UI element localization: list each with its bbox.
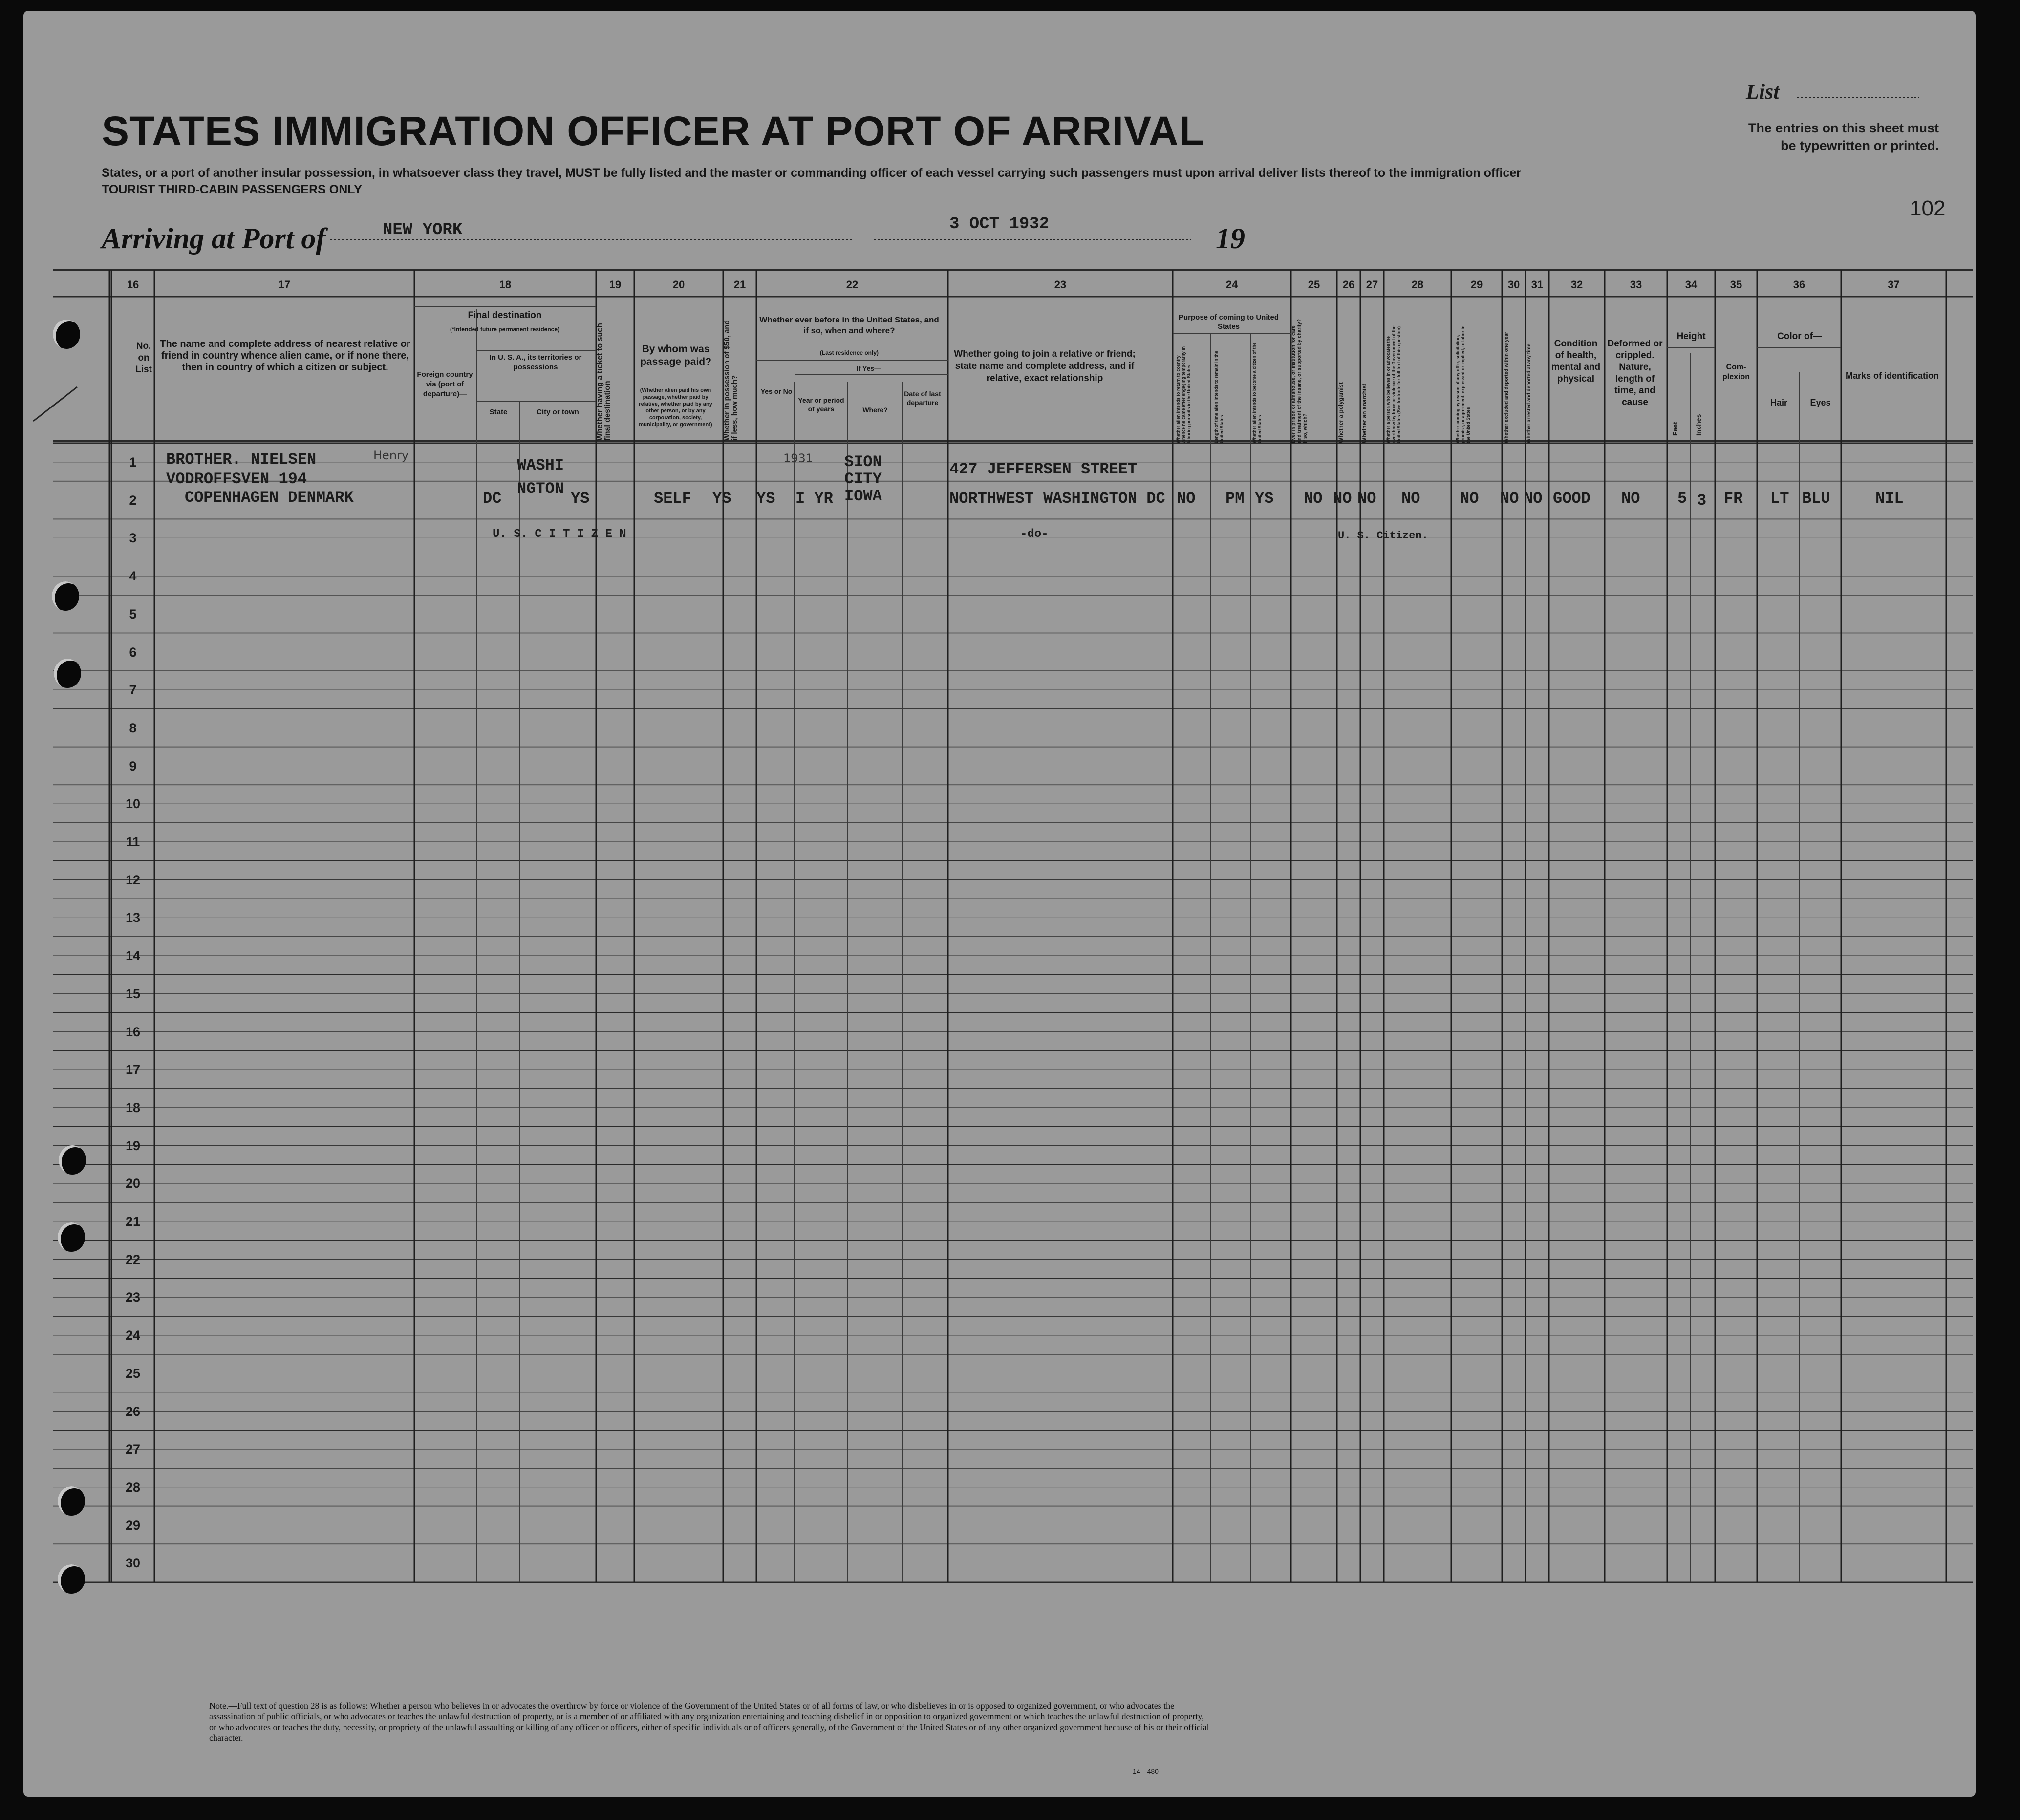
column-number: 26 bbox=[1342, 278, 1355, 291]
header-nearest-relative: The name and complete address of nearest relative or friend in country whence alien came, or if none there, then in country of which a citizen or subject. bbox=[160, 339, 410, 373]
header-anarchist: Whether an anarchist bbox=[1361, 383, 1368, 443]
header-purpose: Purpose of coming to United States bbox=[1179, 313, 1279, 331]
header-purpose-length: Length of time alien intends to remain in the United States bbox=[1214, 350, 1224, 443]
column-number: 25 bbox=[1308, 278, 1320, 291]
before-year-handwritten: 1931 bbox=[783, 451, 814, 465]
paid-by-value: SELF bbox=[654, 490, 691, 508]
row-number: 13 bbox=[125, 910, 141, 925]
header-money: Whether in possession of $50, and if less, how much? bbox=[723, 320, 739, 441]
destination-city-1: WASHI bbox=[517, 456, 564, 474]
punch-hole bbox=[58, 1564, 85, 1594]
typewritten-note-line-2: be typewritten or printed. bbox=[1780, 138, 1939, 153]
column-number: 19 bbox=[609, 278, 622, 291]
column-number: 18 bbox=[499, 278, 512, 291]
q31-value: NO bbox=[1524, 490, 1543, 508]
header-q29: Whether coming by reason of any offer, solicitation, promise, or agreement, expressed or implied, to labor in the United States bbox=[1455, 325, 1471, 443]
typewritten-note bbox=[1695, 119, 1939, 154]
row-number: 5 bbox=[129, 606, 137, 621]
punch-hole bbox=[54, 659, 81, 688]
relative-city: COPENHAGEN DENMARK bbox=[185, 489, 354, 507]
header-passage-paid: By whom was passage paid? bbox=[640, 343, 711, 367]
row-number: 29 bbox=[125, 1518, 141, 1533]
row2-us-citizen: U. S. C I T I Z E N bbox=[493, 528, 626, 541]
relative-name: BROTHER. NIELSEN bbox=[166, 450, 317, 469]
row-number: 1 bbox=[129, 455, 137, 470]
q30-value: NO bbox=[1500, 490, 1519, 508]
form-number: 14—480 bbox=[1133, 1767, 1159, 1775]
punch-hole bbox=[58, 1486, 85, 1516]
row-number: 14 bbox=[125, 948, 141, 964]
row-number: 30 bbox=[125, 1556, 141, 1571]
header-ticket: Whether having a ticket to such final destination bbox=[596, 323, 612, 441]
row-number: 15 bbox=[125, 986, 141, 1001]
column-number: 31 bbox=[1531, 278, 1544, 291]
q28-value: NO bbox=[1401, 490, 1420, 508]
header-complexion: Com-plexion bbox=[1722, 363, 1750, 381]
row-number: 10 bbox=[125, 796, 141, 812]
arrival-date: 3 OCT 1932 bbox=[949, 215, 1050, 234]
column-number: 33 bbox=[1630, 278, 1642, 291]
header-date-last-departure: Date of last departure bbox=[904, 390, 941, 407]
eyes-value: BLU bbox=[1802, 490, 1830, 508]
header-before-sub: (Last residence only) bbox=[819, 349, 879, 356]
header-in-usa: In U. S. A., its territories or possessions bbox=[489, 353, 582, 371]
header-hair: Hair bbox=[1770, 398, 1787, 407]
sheet-number: 102 bbox=[1910, 196, 1946, 220]
health-value: GOOD bbox=[1553, 490, 1590, 508]
before-where-2: CITY bbox=[844, 470, 882, 488]
punch-hole bbox=[53, 320, 80, 349]
header-state: State bbox=[489, 408, 508, 416]
footnote-question-28: Note.—Full text of question 28 is as follows: Whether a person who believes in or advocates the overthrow by force or violence of the Government of the United States or of all forms of law, or who disbelieves in or is opposed to organized government, or who advocates the assassination of public officials, or who advocates or teaches the unlawful destruction of property, or is a member of or affiliated with any organization entertaining and teaching disbelief in or opposition to organized government or which teaches the unlawful destruction of property, or who advocates or teaches the duty, necessity, or propriety of the unlawful assaulting or killing of any officer or officers, either of specific individuals or of officers generally, of the Government of the United States or of any other organized government because of his or their official character. bbox=[209, 1701, 1209, 1743]
column-number: 30 bbox=[1507, 278, 1520, 291]
header-final-destination-sub: (*Intended future permanent residence) bbox=[450, 326, 560, 333]
header-city: City or town bbox=[537, 408, 579, 416]
row-number: 3 bbox=[129, 531, 137, 546]
header-inches: Inches bbox=[1695, 414, 1702, 436]
q29-value: NO bbox=[1460, 490, 1479, 508]
before-where-3: IOWA bbox=[844, 487, 882, 505]
header-purpose-return: Whether alien intends to return to country whence he came after engaging temporarily in laboring pursuits in the United States bbox=[1176, 346, 1191, 443]
header-before-in-us: Whether ever before in the United States, and if so, when and where? bbox=[759, 315, 939, 335]
year-prefix: 19 bbox=[1216, 222, 1245, 255]
before-yes-no-value: YS bbox=[756, 490, 775, 508]
header-passage-paid-note: (Whether alien paid his own passage, whether paid by relative, whether paid by any other person, or by any corporation, society, municipality, or government) bbox=[639, 387, 712, 428]
column-number: 20 bbox=[672, 278, 685, 291]
destination-city-2: NGTON bbox=[517, 480, 564, 498]
manifest-page bbox=[23, 11, 1976, 1797]
column-number: 16 bbox=[127, 278, 139, 291]
row-number: 28 bbox=[125, 1479, 141, 1495]
destination-state: DC bbox=[483, 490, 502, 508]
punch-hole bbox=[59, 1145, 86, 1175]
money-value: YS bbox=[712, 490, 731, 508]
typewritten-note-line-1: The entries on this sheet must bbox=[1748, 121, 1939, 135]
header-eyes: Eyes bbox=[1810, 398, 1831, 407]
relative-name-handwritten: Henry bbox=[373, 449, 409, 462]
deformed-value: NO bbox=[1621, 490, 1640, 508]
instruction-line: States, or a port of another insular possession, in whatsoever class they travel, MUST be fully listed and the master or commanding officer of each vessel carrying such passengers must upon arrival deliver lists thereof to the immigration officer bbox=[102, 166, 1521, 180]
row-number: 9 bbox=[129, 758, 137, 773]
marks-value: NIL bbox=[1875, 490, 1904, 508]
relative-street: VODROFFSVEN 194 bbox=[166, 470, 307, 488]
ticket-value: YS bbox=[571, 490, 590, 508]
row2-us-citizen-2: U. S. Citizen. bbox=[1338, 530, 1428, 542]
column-number: 17 bbox=[278, 278, 291, 291]
page-title: STATES IMMIGRATION OFFICER AT PORT OF ARRIVAL bbox=[102, 108, 1204, 154]
header-prison: Ever in prison or almshouse, or institution for care and treatment of the insane, or supported by charity? If so, which? bbox=[1291, 319, 1308, 443]
header-purpose-citizen: Whether alien intends to become a citizen of the United States bbox=[1252, 342, 1262, 443]
row-number: 17 bbox=[125, 1062, 141, 1077]
row2-ditto: -do- bbox=[1020, 528, 1049, 541]
column-number: 32 bbox=[1570, 278, 1583, 291]
row-number: 2 bbox=[129, 492, 137, 508]
header-health: Condition of health, mental and physical bbox=[1551, 339, 1601, 384]
header-height: Height bbox=[1676, 331, 1706, 342]
header-color-of: Color of— bbox=[1777, 331, 1822, 342]
column-number: 35 bbox=[1730, 278, 1742, 291]
row-number: 22 bbox=[125, 1252, 141, 1267]
column-number: 37 bbox=[1888, 278, 1900, 291]
join-address-2: NORTHWEST WASHINGTON DC bbox=[949, 490, 1165, 508]
row-number: 18 bbox=[125, 1100, 141, 1115]
prison-value: NO bbox=[1304, 490, 1323, 508]
column-number: 28 bbox=[1411, 278, 1424, 291]
row-number: 4 bbox=[129, 569, 137, 584]
passenger-class-line: TOURIST THIRD-CABIN PASSENGERS ONLY bbox=[102, 183, 362, 196]
header-where: Where? bbox=[862, 406, 888, 414]
row-number: 19 bbox=[125, 1138, 141, 1153]
column-number: 24 bbox=[1225, 278, 1238, 291]
header-q30: Whether excluded and deported within one year bbox=[1504, 332, 1509, 443]
header-year: Year or period of years bbox=[798, 396, 844, 413]
port-value: NEW YORK bbox=[383, 221, 463, 239]
polygamist-value: NO bbox=[1333, 490, 1352, 508]
row-number: 12 bbox=[125, 872, 141, 887]
row-number: 11 bbox=[126, 835, 140, 849]
row-number: 21 bbox=[125, 1214, 141, 1229]
row-number: 25 bbox=[125, 1366, 141, 1381]
punch-hole bbox=[52, 581, 79, 611]
row-number: 24 bbox=[125, 1328, 141, 1343]
header-q31: Whether arrested and deported at any time bbox=[1526, 343, 1532, 443]
complexion-value: FR bbox=[1724, 490, 1743, 508]
column-number: 27 bbox=[1366, 278, 1378, 291]
header-no-on-list: No. on List bbox=[135, 341, 152, 375]
column-number: 21 bbox=[733, 278, 746, 291]
header-yes-no: Yes or No bbox=[760, 387, 793, 395]
column-number: 23 bbox=[1054, 278, 1067, 291]
row-number: 16 bbox=[125, 1024, 141, 1039]
row-number: 20 bbox=[125, 1176, 141, 1191]
list-label: List bbox=[1746, 80, 1780, 104]
row-number: 8 bbox=[129, 720, 137, 735]
join-address-1: 427 JEFFERSEN STREET bbox=[949, 460, 1138, 478]
header-final-destination: Final destination bbox=[468, 310, 542, 321]
height-inches-value: 3 bbox=[1697, 492, 1707, 510]
row-number: 23 bbox=[125, 1290, 141, 1305]
length-stay-value: PM bbox=[1225, 490, 1245, 508]
height-feet-value: 5 bbox=[1677, 490, 1687, 508]
row-number: 27 bbox=[125, 1442, 141, 1457]
header-if-yes: If Yes— bbox=[856, 364, 881, 372]
column-number: 36 bbox=[1793, 278, 1805, 291]
row-number: 6 bbox=[129, 644, 137, 660]
before-period-value: I YR bbox=[795, 490, 833, 508]
row-number: 26 bbox=[125, 1404, 141, 1419]
anarchist-value: NO bbox=[1357, 490, 1376, 508]
become-citizen-value: YS bbox=[1255, 490, 1274, 508]
header-marks: Marks of identification bbox=[1845, 371, 1939, 381]
header-foreign-country: Foreign country via (port of departure)— bbox=[417, 370, 473, 398]
header-polygamist: Whether a polygamist bbox=[1337, 382, 1344, 443]
arriving-label: Arriving at Port of bbox=[102, 222, 326, 255]
header-q28: Whether a person who believes in or advocates the overthrow by force or violence of the Government of the United States (See footnote for full text of this question) bbox=[1386, 325, 1401, 443]
hair-value: LT bbox=[1770, 490, 1789, 508]
before-where-1: SION bbox=[844, 453, 882, 471]
punch-hole bbox=[58, 1222, 85, 1252]
header-deformed: Deformed or crippled. Nature, length of time, and cause bbox=[1607, 339, 1663, 407]
column-number: 34 bbox=[1685, 278, 1698, 291]
column-number: 22 bbox=[846, 278, 859, 291]
header-going-to-join: Whether going to join a relative or friend; state name and complete address, and if relative, exact relationship bbox=[954, 349, 1136, 384]
row-number: 7 bbox=[129, 683, 137, 698]
return-intent-value: NO bbox=[1177, 490, 1196, 508]
column-number: 29 bbox=[1470, 278, 1483, 291]
header-feet: Feet bbox=[1671, 422, 1679, 436]
